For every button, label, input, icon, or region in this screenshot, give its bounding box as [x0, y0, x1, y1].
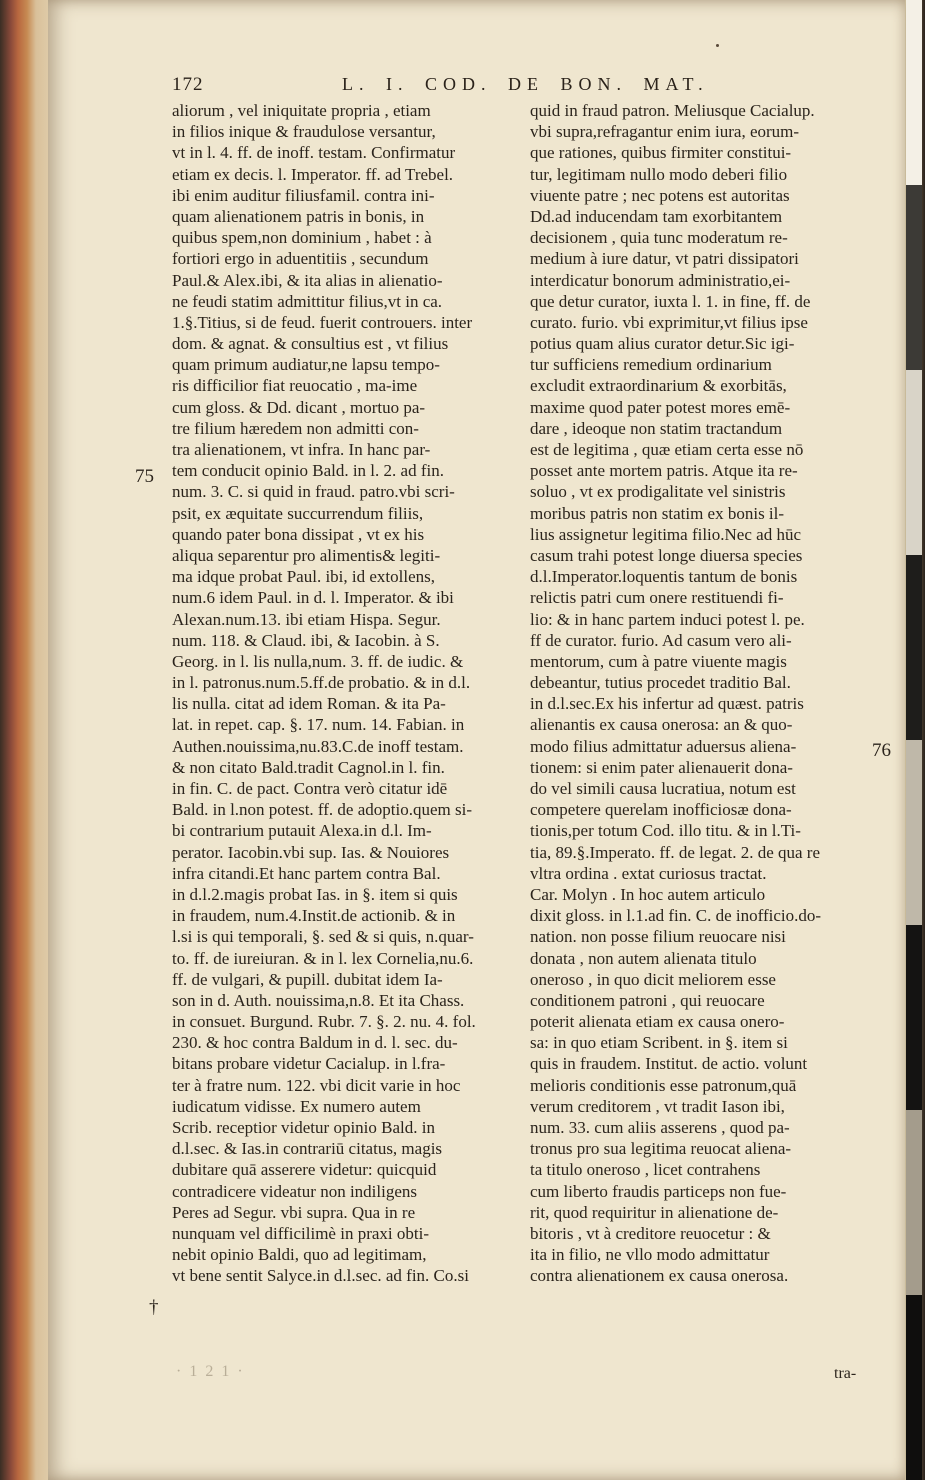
- catchword: tra-: [834, 1365, 857, 1382]
- text-line: Paul.& Alex.ibi, & ita alias in alienatio-: [172, 270, 443, 290]
- text-line: que detur curator, iuxta l. 1. in fine, ff. de: [530, 291, 811, 311]
- text-line: tre filium hæredem non admitti con-: [172, 418, 419, 438]
- text-line: nunquam vel difficilimè in praxi obti-: [172, 1223, 429, 1243]
- text-line: Bald. in l.non potest. ff. de adoptio.quem si-: [172, 800, 472, 820]
- text-line: conditionem patroni , qui reuocare: [530, 990, 765, 1010]
- text-line: in fraudem, num.4.Instit.de actionib. & in: [172, 906, 456, 926]
- text-line: interdicatur bonorum administratio,ei-: [530, 270, 791, 290]
- text-line: aliqua separentur pro alimentis& legiti-: [172, 545, 441, 565]
- text-line: verum creditorem , vt tradit Iason ibi,: [530, 1096, 785, 1116]
- text-line: tur, legitimam nullo modo deberi filio: [530, 164, 788, 184]
- text-line: 1.§.Titius, si de feud. fuerit controuers. inter: [172, 312, 473, 332]
- text-line: casum trahi potest longe diuersa species: [530, 545, 803, 565]
- text-line: bitans probare videtur Cacialup. in l.fra-: [172, 1054, 446, 1074]
- text-line: Car. Molyn . In hoc autem articulo: [530, 884, 766, 904]
- text-line: que rationes, quibus firmiter constitui-: [530, 143, 792, 163]
- text-line: infra citandi.Et hanc partem contra Bal.: [172, 863, 441, 883]
- text-line: lius assignetur legitima filio.Nec ad hūc: [530, 524, 801, 544]
- text-line: dom. & agnat. & consultius est , vt filius: [172, 334, 449, 354]
- text-line: dubitare quā asserere videtur: quicquid: [172, 1160, 437, 1180]
- page-number: 172: [172, 74, 204, 95]
- text-line: viuente patre ; nec potens est autoritas: [530, 185, 790, 205]
- text-line: debeantur, tutius procedet traditio Bal.: [530, 673, 791, 693]
- text-line: tem conducit opinio Bald. in l. 2. ad fin.: [172, 461, 444, 481]
- text-line: in d.l.2.magis probat Ias. in §. item si quis: [172, 884, 458, 904]
- text-line: tionis,per totum Cod. illo titu. & in l.Ti-: [530, 821, 801, 841]
- text-line: fortiori ergo in aduentitiis , secundum: [172, 249, 429, 269]
- text-line: son in d. Auth. nouissima,n.8. Et ita Chass.: [172, 990, 465, 1010]
- text-line: in d.l.sec.Ex his infertur ad quæst. patris: [530, 694, 804, 714]
- text-line: Scrib. receptior videtur opinio Bald. in: [172, 1118, 435, 1137]
- text-line: moribus patris non statim ex bonis il-: [530, 503, 785, 523]
- show-through-ink: · 1 2 1 ·: [176, 1363, 245, 1380]
- text-line: sa: in quo etiam Scribent. in §. item si: [530, 1033, 788, 1053]
- text-line: quam primum audiatur,ne lapsu tempo-: [172, 355, 440, 375]
- text-line: est de legitima , quæ etiam certa esse nō: [530, 440, 804, 459]
- text-line: contradicere videatur non indiligens: [172, 1181, 417, 1201]
- text-line: lat. in repet. cap. §. 17. num. 14. Fabian. in: [172, 715, 465, 735]
- text-line: ta titulo oneroso , licet contrahens: [530, 1160, 761, 1180]
- text-line: Dd.ad inducendam tam exorbitantem: [530, 206, 783, 226]
- margin-note-75: 75: [135, 466, 154, 487]
- color-calibration-bar: [906, 0, 922, 1480]
- text-line: perator. Iacobin.vbi sup. Ias. & Nouiores: [172, 842, 450, 862]
- text-line: iudicatum vidisse. Ex numero autem: [172, 1096, 421, 1116]
- text-line: Alexan.num.13. ibi etiam Hispa. Segur.: [172, 609, 441, 629]
- text-line: num.6 idem Paul. in d. l. Imperator. & ibi: [172, 588, 454, 608]
- text-line: quid in fraud patron. Meliusque Cacialup.: [530, 101, 815, 120]
- text-line: etiam ex decis. l. Imperator. ff. ad Trebel.: [172, 164, 454, 184]
- margin-note-76: 76: [872, 740, 891, 761]
- text-line: ff de curator. furio. Ad casum vero ali-: [530, 630, 792, 650]
- text-line: relictis patri cum onere restituendi fi-: [530, 588, 784, 608]
- text-line: in filios inique & fraudulose versantur,: [172, 122, 436, 142]
- text-line: in consuet. Burgund. Rubr. 7. §. 2. nu. 4. fol.: [172, 1012, 476, 1032]
- text-line: ris difficilior fiat reuocatio , ma-ime: [172, 376, 418, 396]
- text-line: vt bene sentit Salyce.in d.l.sec. ad fin. Co.si: [172, 1266, 469, 1286]
- text-line: num. 33. cum aliis asserens , quod pa-: [530, 1118, 790, 1137]
- text-line: potius quam alius curator detur.Sic igi-: [530, 334, 795, 354]
- text-line: quam alienationem patris in bonis, in: [172, 206, 425, 226]
- text-line: ff. de vulgari, & pupill. dubitat idem Ia-: [172, 969, 443, 989]
- text-line: maxime quod pater potest mores emē-: [530, 397, 791, 417]
- text-line: do vel simili causa lucratiua, notum est: [530, 779, 796, 798]
- text-line: Authen.nouissima,nu.83.C.de inoff testam.: [172, 736, 464, 756]
- ink-speck: [716, 44, 719, 47]
- text-line: d.l.Imperator.loquentis tantum de bonis: [530, 567, 798, 587]
- text-line: bi contrarium putauit Alexa.in d.l. Im-: [172, 821, 432, 841]
- text-line: num. 3. C. si quid in fraud. patro.vbi scri-: [172, 482, 455, 502]
- text-line: competere querelam inofficiosæ dona-: [530, 800, 792, 820]
- text-line: & non citato Bald.tradit Cagnol.in l. fin.: [172, 757, 445, 777]
- left-text-column: [172, 100, 510, 1287]
- text-line: psit, ex æquitate succurrendum filiis,: [172, 503, 424, 523]
- text-line: lis nulla. citat ad idem Roman. & ita Pa-: [172, 694, 446, 714]
- running-title: L. I. COD. DE BON. MAT.: [342, 74, 709, 94]
- text-line: vbi supra,refragantur enim iura, eorum-: [530, 122, 800, 142]
- text-line: Peres ad Segur. vbi supra. Qua in re: [172, 1202, 416, 1222]
- text-line: oneroso , in quo dicit meliorem esse: [530, 969, 776, 989]
- text-line: lio: & in hanc partem induci potest l. pe.: [530, 609, 805, 629]
- text-line: l.si is qui temporali, §. sed & si quis, n.quar-: [172, 927, 474, 947]
- text-line: ita in filio, ne vllo modo admittatur: [530, 1245, 770, 1265]
- text-line: num. 118. & Claud. ibi, & Iacobin. à S.: [172, 630, 440, 650]
- text-line: dixit gloss. in l.1.ad fin. C. de inofficio.do-: [530, 906, 822, 926]
- text-line: tur sufficiens remedium ordinarium: [530, 355, 772, 375]
- text-line: ma idque probat Paul. ibi, id extollens,: [172, 567, 435, 587]
- text-line: nebit opinio Baldi, quo ad legitimam,: [172, 1245, 427, 1265]
- text-line: cum gloss. & Dd. dicant , mortuo pa-: [172, 397, 426, 417]
- text-line: aliorum , vel iniquitate propria , etiam: [172, 101, 431, 120]
- text-line: quis in fraudem. Institut. de actio. volunt: [530, 1054, 808, 1074]
- text-line: quando pater bona dissipat , vt ex his: [172, 524, 425, 544]
- text-line: mentorum, cum à patre viuente magis: [530, 651, 787, 671]
- text-line: ter à fratre num. 122. vbi dicit varie in hoc: [172, 1075, 461, 1095]
- text-line: decisionem , quia tunc moderatum re-: [530, 228, 788, 248]
- text-line: medium à iure datur, vt patri dissipatori: [530, 249, 799, 269]
- text-line: ibi enim auditur filiusfamil. contra ini-: [172, 185, 435, 205]
- text-line: donata , non autem alienata titulo: [530, 948, 757, 968]
- text-line: tra alienationem, vt infra. In hanc par-: [172, 440, 431, 459]
- text-line: in l. patronus.num.5.ff.de probatio. & in d.l.: [172, 673, 471, 693]
- margin-dagger: †: [149, 1297, 159, 1318]
- text-line: rit, quod requiritur in alienatione de-: [530, 1202, 779, 1222]
- text-line: vltra ordina . extat curiosus tractat.: [530, 863, 767, 883]
- text-line: modo filius admittatur aduersus aliena-: [530, 736, 797, 756]
- text-line: vt in l. 4. ff. de inoff. testam. Confirmatur: [172, 143, 456, 163]
- text-line: bitoris , vt à creditore reuocetur : &: [530, 1223, 771, 1243]
- text-line: nation. non posse filium reuocare nisi: [530, 927, 786, 947]
- text-line: excludit extraordinarium & exorbitās,: [530, 376, 787, 396]
- text-line: d.l.sec. & Ias.in contrariū citatus, magis: [172, 1139, 443, 1159]
- text-line: in fin. C. de pact. Contra verò citatur idē: [172, 779, 448, 798]
- text-line: soluo , vt ex prodigalitate vel sinistris: [530, 482, 786, 502]
- text-line: poterit alienata etiam ex causa onero-: [530, 1012, 785, 1032]
- text-line: Georg. in l. lis nulla,num. 3. ff. de iudic. &: [172, 651, 464, 671]
- text-line: tronus pro sua legitima reuocat aliena-: [530, 1139, 792, 1159]
- page-header: [124, 76, 880, 100]
- text-line: curato. furio. vbi exprimitur,vt filius ipse: [530, 312, 808, 332]
- text-line: alienantis ex causa onerosa: an & quo-: [530, 715, 793, 735]
- text-line: melioris conditionis esse patronum,quā: [530, 1075, 797, 1095]
- right-text-column: [530, 100, 868, 1287]
- text-line: contra alienationem ex causa onerosa.: [530, 1266, 789, 1286]
- text-line: posset ante mortem patris. Atque ita re-: [530, 461, 798, 481]
- text-line: quibus spem,non dominium , habet : à: [172, 228, 432, 248]
- text-line: ne feudi statim admittitur filius,vt in ca.: [172, 291, 443, 311]
- text-line: to. ff. de iureiuran. & in l. lex Cornelia,nu.6.: [172, 948, 474, 968]
- text-line: tionem: si enim pater alienauerit dona-: [530, 757, 793, 777]
- text-line: dare , ideoque non statim tractandum: [530, 418, 783, 438]
- text-line: cum liberto fraudis particeps non fue-: [530, 1181, 787, 1201]
- text-line: tia, 89.§.Imperato. ff. de legat. 2. de qua re: [530, 842, 820, 862]
- text-line: 230. & hoc contra Baldum in d. l. sec. du-: [172, 1033, 458, 1053]
